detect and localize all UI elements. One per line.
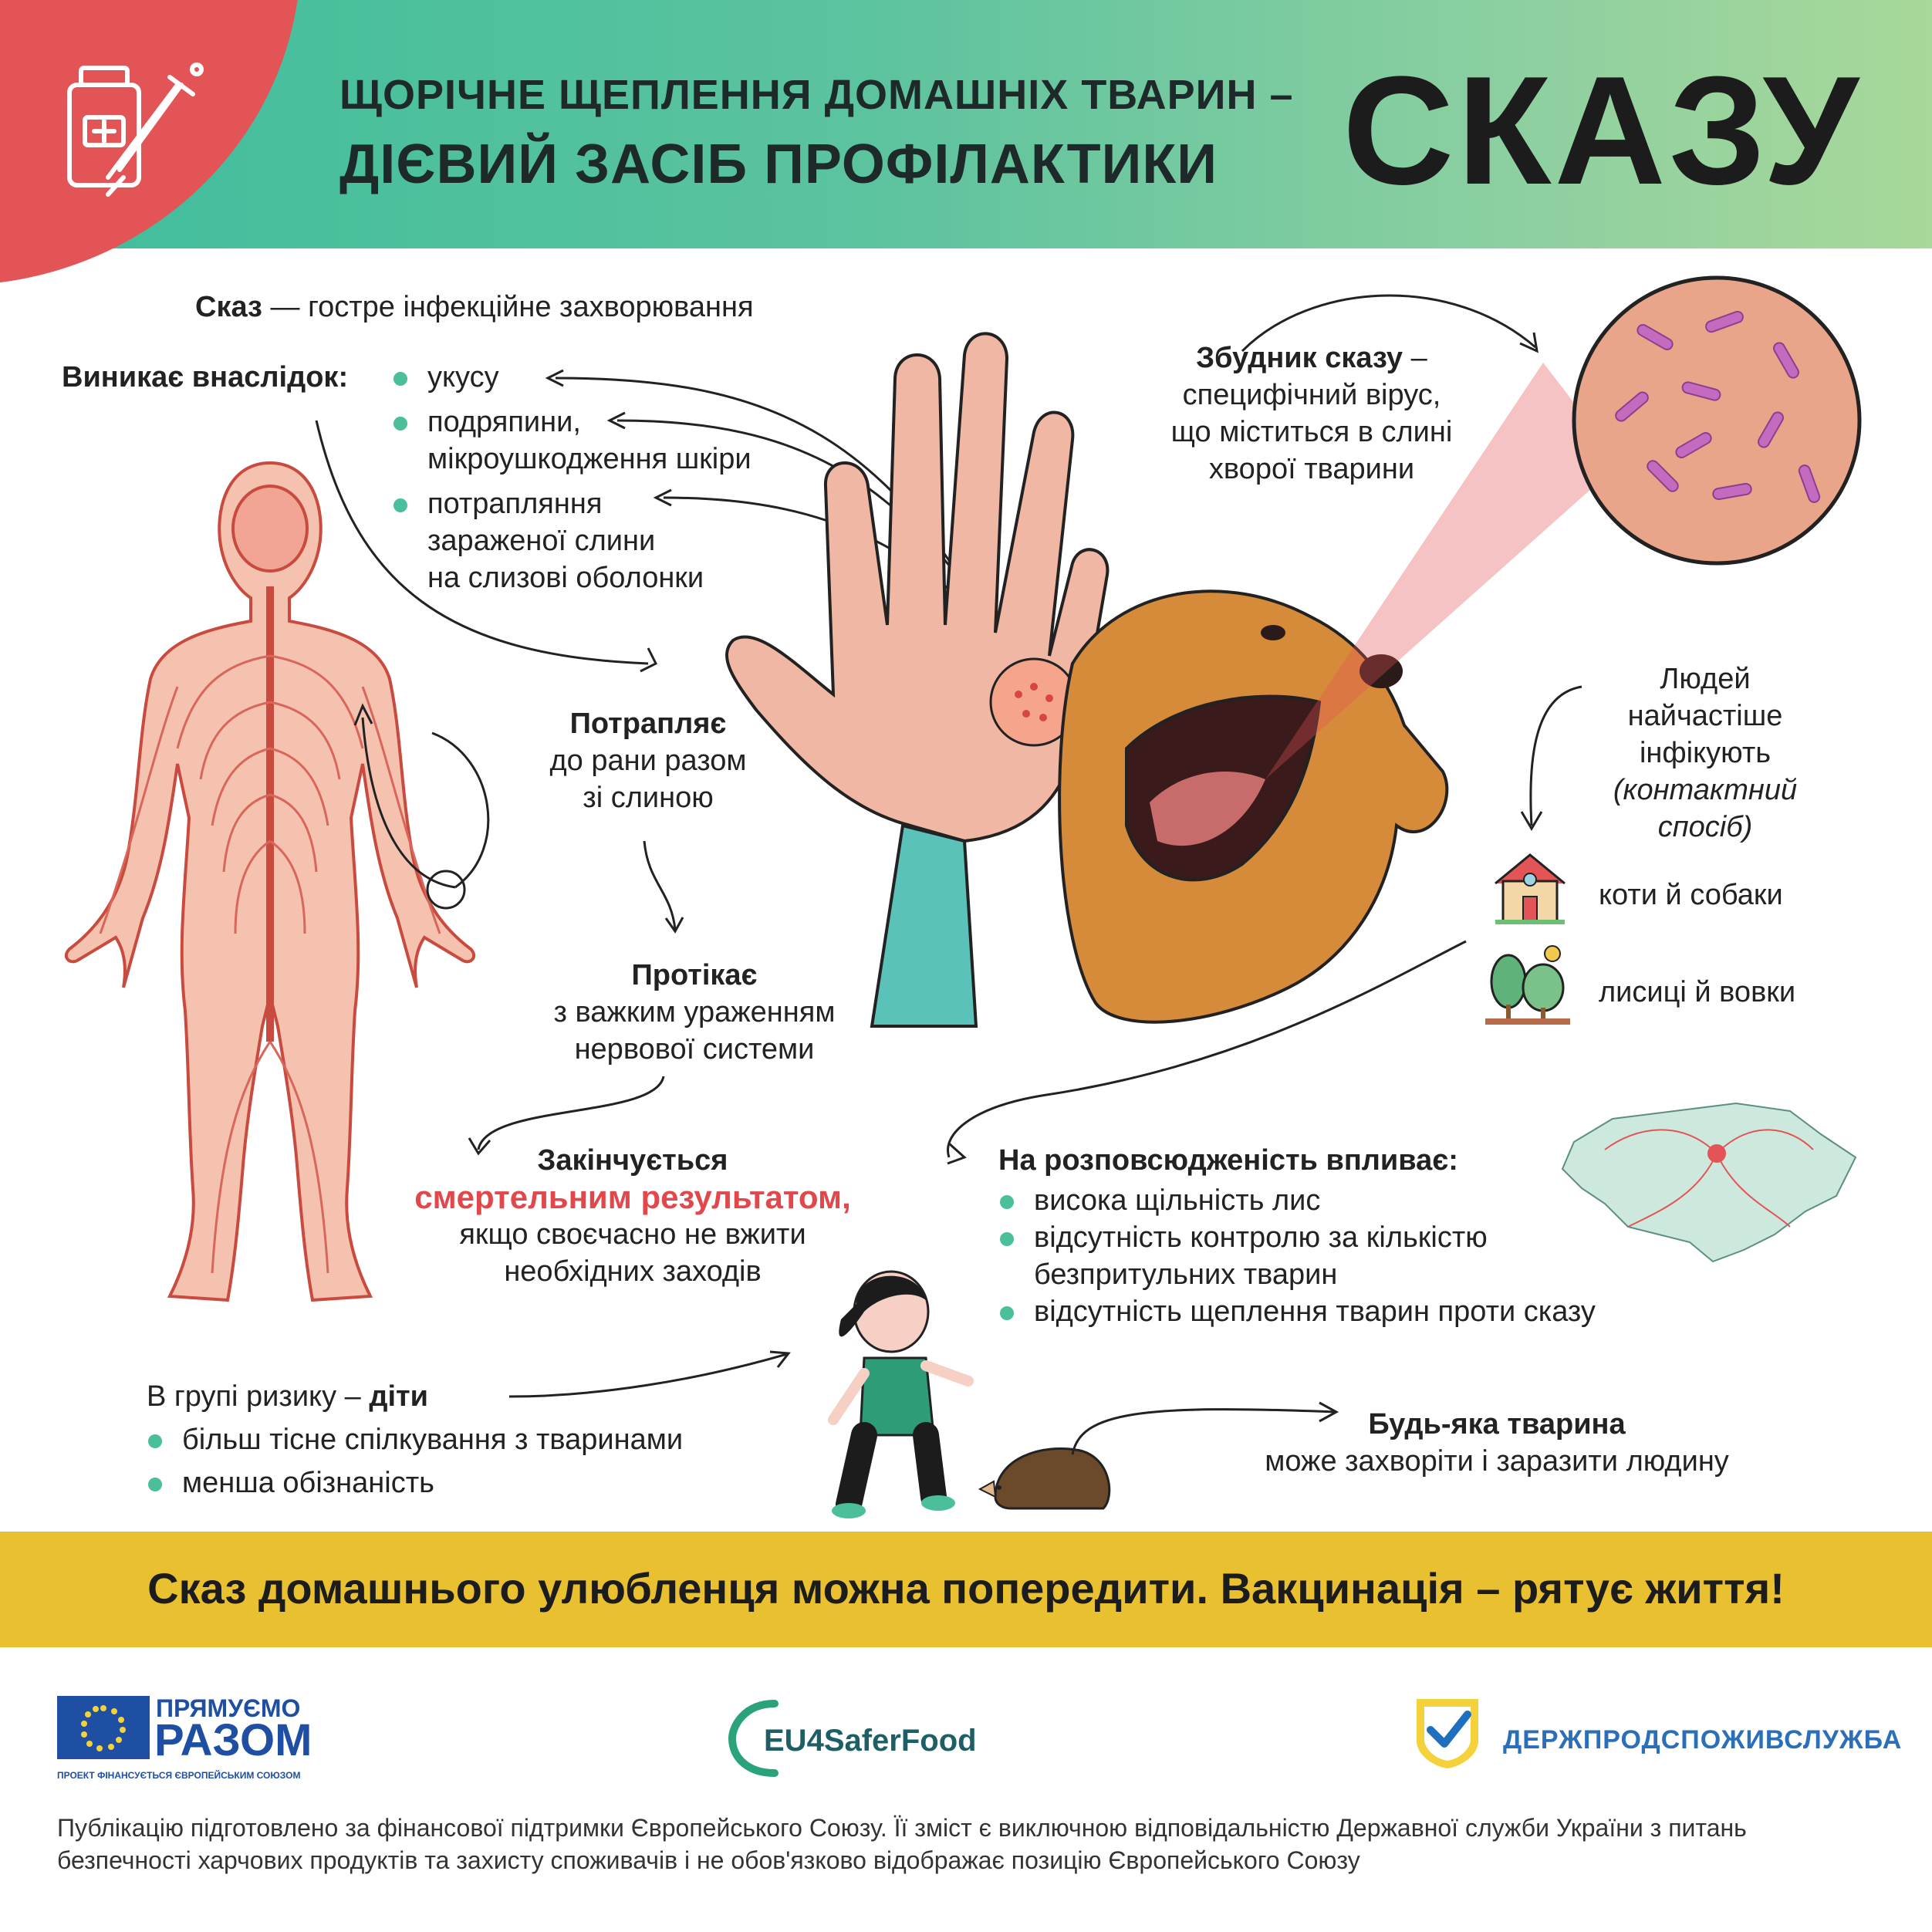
arrow-infect	[1512, 679, 1589, 833]
eu-logo-top: ПРЯМУЄМО	[156, 1694, 301, 1722]
arrow-risk	[502, 1350, 795, 1404]
risk-group: діти	[369, 1380, 429, 1413]
pathogen-line-2: що міститься в слині	[1170, 416, 1453, 448]
list-item: більш тісне спілкування з тваринами	[148, 1421, 683, 1458]
risk-list	[148, 1421, 683, 1501]
arrow-to-virus	[1235, 282, 1543, 359]
agency-emblem	[1414, 1696, 1481, 1770]
risk-prefix: В групі ризику –	[147, 1380, 370, 1413]
eu-logo-small: ПРОЕКТ ФІНАНСУЄТЬСЯ ЄВРОПЕЙСЬКИМ СОЮЗОМ	[57, 1770, 301, 1781]
causes-label: Виникає внаслідок:	[62, 361, 349, 393]
any-animal-title: Будь-яка тварина	[1368, 1408, 1626, 1441]
list-item: на слизові оболонки	[427, 562, 704, 594]
list-item: відсутність щеплення тварин проти сказу	[1000, 1293, 1596, 1330]
stage-3-highlight: смертельним результатом,	[414, 1179, 851, 1215]
arrow-spread	[926, 934, 1481, 1165]
list-item: відсутність контролю за кількістю	[1000, 1219, 1596, 1256]
spread-list	[1000, 1182, 1596, 1330]
child-illustration	[818, 1265, 988, 1520]
stage-1-line-2: зі слиною	[583, 782, 714, 814]
pathogen-line-3: хворої тварини	[1208, 453, 1415, 485]
pathogen-title: Збудник сказу	[1196, 342, 1403, 374]
eu-logo-main: РАЗОМ	[154, 1715, 312, 1765]
list-item: менша обізнаність	[148, 1464, 683, 1501]
eu-flag-logo	[57, 1696, 150, 1759]
any-animal-text	[1204, 1406, 1790, 1480]
arrow-stage-1-2	[640, 837, 687, 937]
risk-heading	[147, 1378, 428, 1415]
vaccine-icon	[54, 54, 208, 201]
house-icon	[1488, 849, 1572, 926]
agency-logo: ДЕРЖПРОДСПОЖИВСЛУЖБА	[1503, 1725, 1903, 1755]
infect-text: Людей найчастіше інфікують (контактний спосіб)	[1613, 663, 1798, 843]
list-item: укусу	[393, 359, 752, 396]
list-item: безпритульних тварин	[1034, 1258, 1338, 1291]
list-item: подряпини,	[393, 404, 752, 441]
definition-term: Сказ	[195, 291, 262, 323]
stage-2-title: Протікає	[631, 959, 758, 991]
stage-1-title: Потрапляє	[569, 708, 727, 740]
banner-text: Сказ домашнього улюбленця можна попередити. Вакцинація – рятує життя!	[147, 1564, 1785, 1613]
virus-circle	[1566, 270, 1867, 571]
eu4saferfood-logo: EU4SaferFood	[764, 1724, 977, 1758]
header-line-1: ЩОРІЧНЕ ЩЕПЛЕННЯ ДОМАШНІХ ТВАРИН –	[339, 72, 1294, 118]
stage-2-line-1: з важким ураженням	[553, 996, 836, 1028]
spread-title: На розповсюдженість впливає:	[998, 1144, 1458, 1177]
pathogen-text: Збудник сказу – специфічний вірус, що міститься в слині хворої тварини	[1096, 339, 1528, 488]
header-big-word: СКАЗУ	[1343, 45, 1863, 217]
stage-1-line-1: до рани разом	[549, 745, 747, 777]
definition-rest: — гостре інфекційне захворювання	[262, 291, 754, 323]
list-item: потрапляння	[393, 485, 752, 522]
list-item: зараженої слини	[427, 525, 656, 557]
stage-3-title: Закінчується	[537, 1144, 728, 1177]
stage-3-line-1: якщо своєчасно не вжити	[459, 1218, 806, 1251]
pathogen-line-1: специфічний вірус,	[1182, 379, 1441, 411]
footer-disclaimer: Публікацію підготовлено за фінансової підтримки Європейського Союзу. Її зміст є виключною відповідальністю Державної служби України з питань безпечності харчових продуктів та захисту споживачів і не обов'язково відображає позицію Європейського Союзу	[57, 1814, 1747, 1874]
ukraine-map	[1559, 1096, 1859, 1281]
stage-2-line-2: нервової системи	[574, 1033, 815, 1066]
stage-3-line-2: необхідних заходів	[504, 1255, 762, 1288]
list-item: висока щільність лис	[1000, 1182, 1596, 1219]
animals-domestic: коти й собаки	[1599, 879, 1783, 911]
animals-wild: лисиці й вовки	[1599, 976, 1796, 1008]
forest-icon	[1481, 943, 1574, 1028]
definition	[195, 289, 754, 326]
list-item: мікроушкодження шкіри	[427, 443, 752, 475]
header-line-2: ДІЄВИЙ ЗАСІБ ПРОФІЛАКТИКИ	[339, 133, 1218, 195]
any-animal-line: може захворіти і заразити людину	[1265, 1445, 1729, 1478]
hand-illustration	[710, 332, 1111, 1026]
